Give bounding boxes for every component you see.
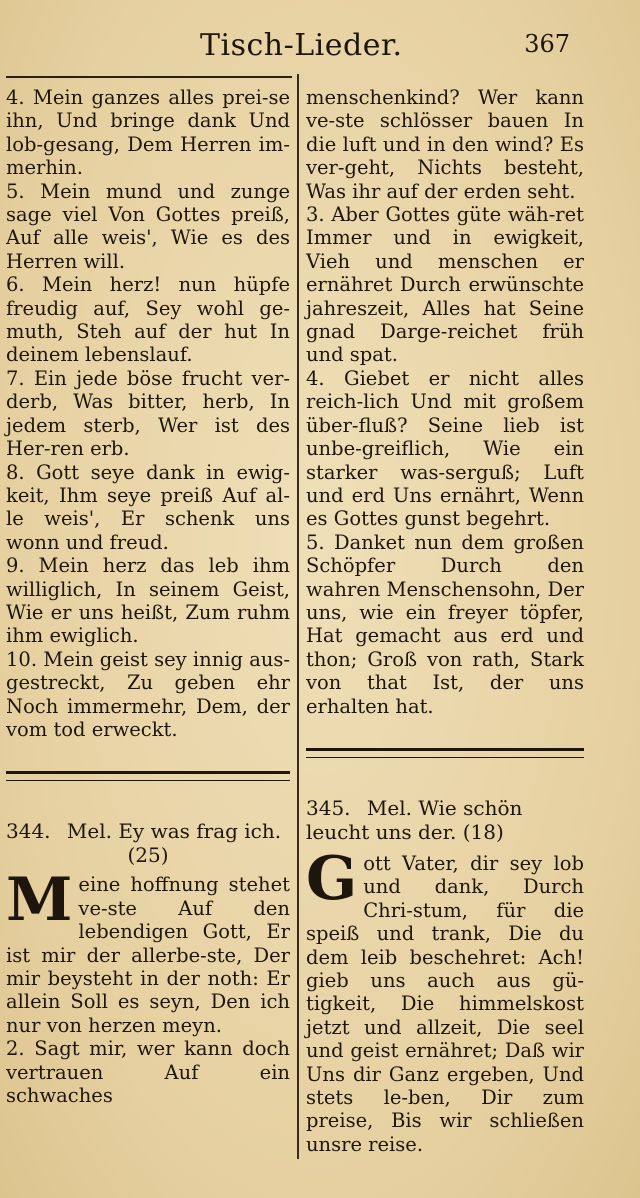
stanza-8: 8. Gott seye dank in ewig-keit, Ihm seye preiß Auf al-le weis', Er schenk uns wonn und freud. [6, 460, 290, 554]
right-column [306, 86, 584, 1156]
stanza-5: 5. Mein mund und zunge sage viel Von Gottes preiß, Auf alle weis', Wie es des Herren will. [6, 179, 290, 273]
column-divider [297, 74, 299, 1159]
stanza-continuation: menschenkind? Wer kann ve-ste schlösser bauen In die luft und in den wind? Es ver-geht, Nichts besteht, Was ihr auf der erden seht. [306, 86, 584, 203]
stanza-7: 7. Ein jede böse frucht ver-derb, Was bitter, herb, In jedem sterb, Wer ist des Her-ren erb. [6, 366, 290, 461]
stanza-4: 4. Mein ganzes alles prei-se ihn, Und bringe dank Und lob-gesang, Dem Herren im-merhin. [6, 86, 290, 180]
page-header [0, 28, 640, 72]
header-rule [6, 76, 292, 78]
stanza-6: 6. Mein herz! nun hüpfe freudig auf, Sey wohl ge-muth, Steh auf der hut In deinem lebenslauf. [6, 273, 290, 367]
stanza-5-right: 5. Danket nun dem großen Schöpfer Durch den wahren Menschensohn, Der uns, wie ein freyer töpfer, Hat gemacht aus erd und thon; Groß von rath, Stark von that Ist, der uns erhalten hat. [306, 530, 584, 718]
hymn-melody: Mel. Ey was frag ich. [66, 819, 282, 844]
page-number: 367 [524, 30, 570, 58]
hymn-number: 345. [306, 795, 351, 820]
hymn-344-title [6, 819, 290, 843]
hymn-344-stanza-2: 2. Sagt mir, wer kann doch vertrauen Auf ein schwaches [6, 1037, 290, 1108]
hymn-meta: (18) [462, 819, 504, 844]
stanza-4-right: 4. Giebet er nicht alles reich-lich Und mit großem über-fluß? Seine lieb ist unbe-greiflich, Wie ein starker was-serguß; Luft und erd Uns ernährt, Wenn es Gottes gunst begehrt. [306, 366, 584, 531]
dropcap: G [306, 843, 358, 914]
left-column [6, 86, 290, 1107]
hymn-344-stanza-1 [6, 865, 290, 1037]
hymn-melody: Mel. Wie schön leucht uns der. [306, 795, 523, 844]
section-rule [6, 771, 290, 781]
stanza-text: eine hoffnung stehet ve-ste Auf den lebendigen Gott, Er ist mir der allerbe-ste, Der mir beysteht in der noth: Er allein Soll es seyn, Den ich nur von herzen meyn. [6, 873, 290, 1037]
stanza-9: 9. Mein herz das leb ihm williglich, In seinem Geist, Wie er uns heißt, Zum ruhm ihm ewiglich. [6, 554, 290, 648]
hymn-345-stanza-1 [306, 843, 584, 1156]
hymn-meta: (25) [127, 843, 169, 868]
running-head: Tisch-Lieder. [200, 28, 403, 63]
stanza-3: 3. Aber Gottes güte wäh-ret Immer und in ewigkeit, Vieh und menschen er ernähret Durch erwünschte jahreszeit, Alles hat Seine gnad Darge-reichet früh und spat. [306, 203, 584, 367]
stanza-10: 10. Mein geist sey innig aus-gestreckt, Zu geben ehr Noch immermehr, Dem, der vom tod erweckt. [6, 647, 290, 741]
stanza-text: ott Vater, dir sey lob und dank, Durch Chri-stum, für die speiß und trank, Die du dem leib beschehret: Ach! gieb uns auch aus gü-tigkeit, Die himmelskost jetzt und allzeit, Die seel und geist ernähret; Daß wir Uns dir Ganz ergeben, Und stets le-ben, Dir zum preise, Bis wir schließen unsre reise. [306, 851, 584, 1156]
dropcap: M [6, 865, 73, 936]
section-rule [306, 748, 584, 758]
hymn-number: 344. [6, 819, 51, 844]
hymn-345-title [306, 796, 584, 844]
